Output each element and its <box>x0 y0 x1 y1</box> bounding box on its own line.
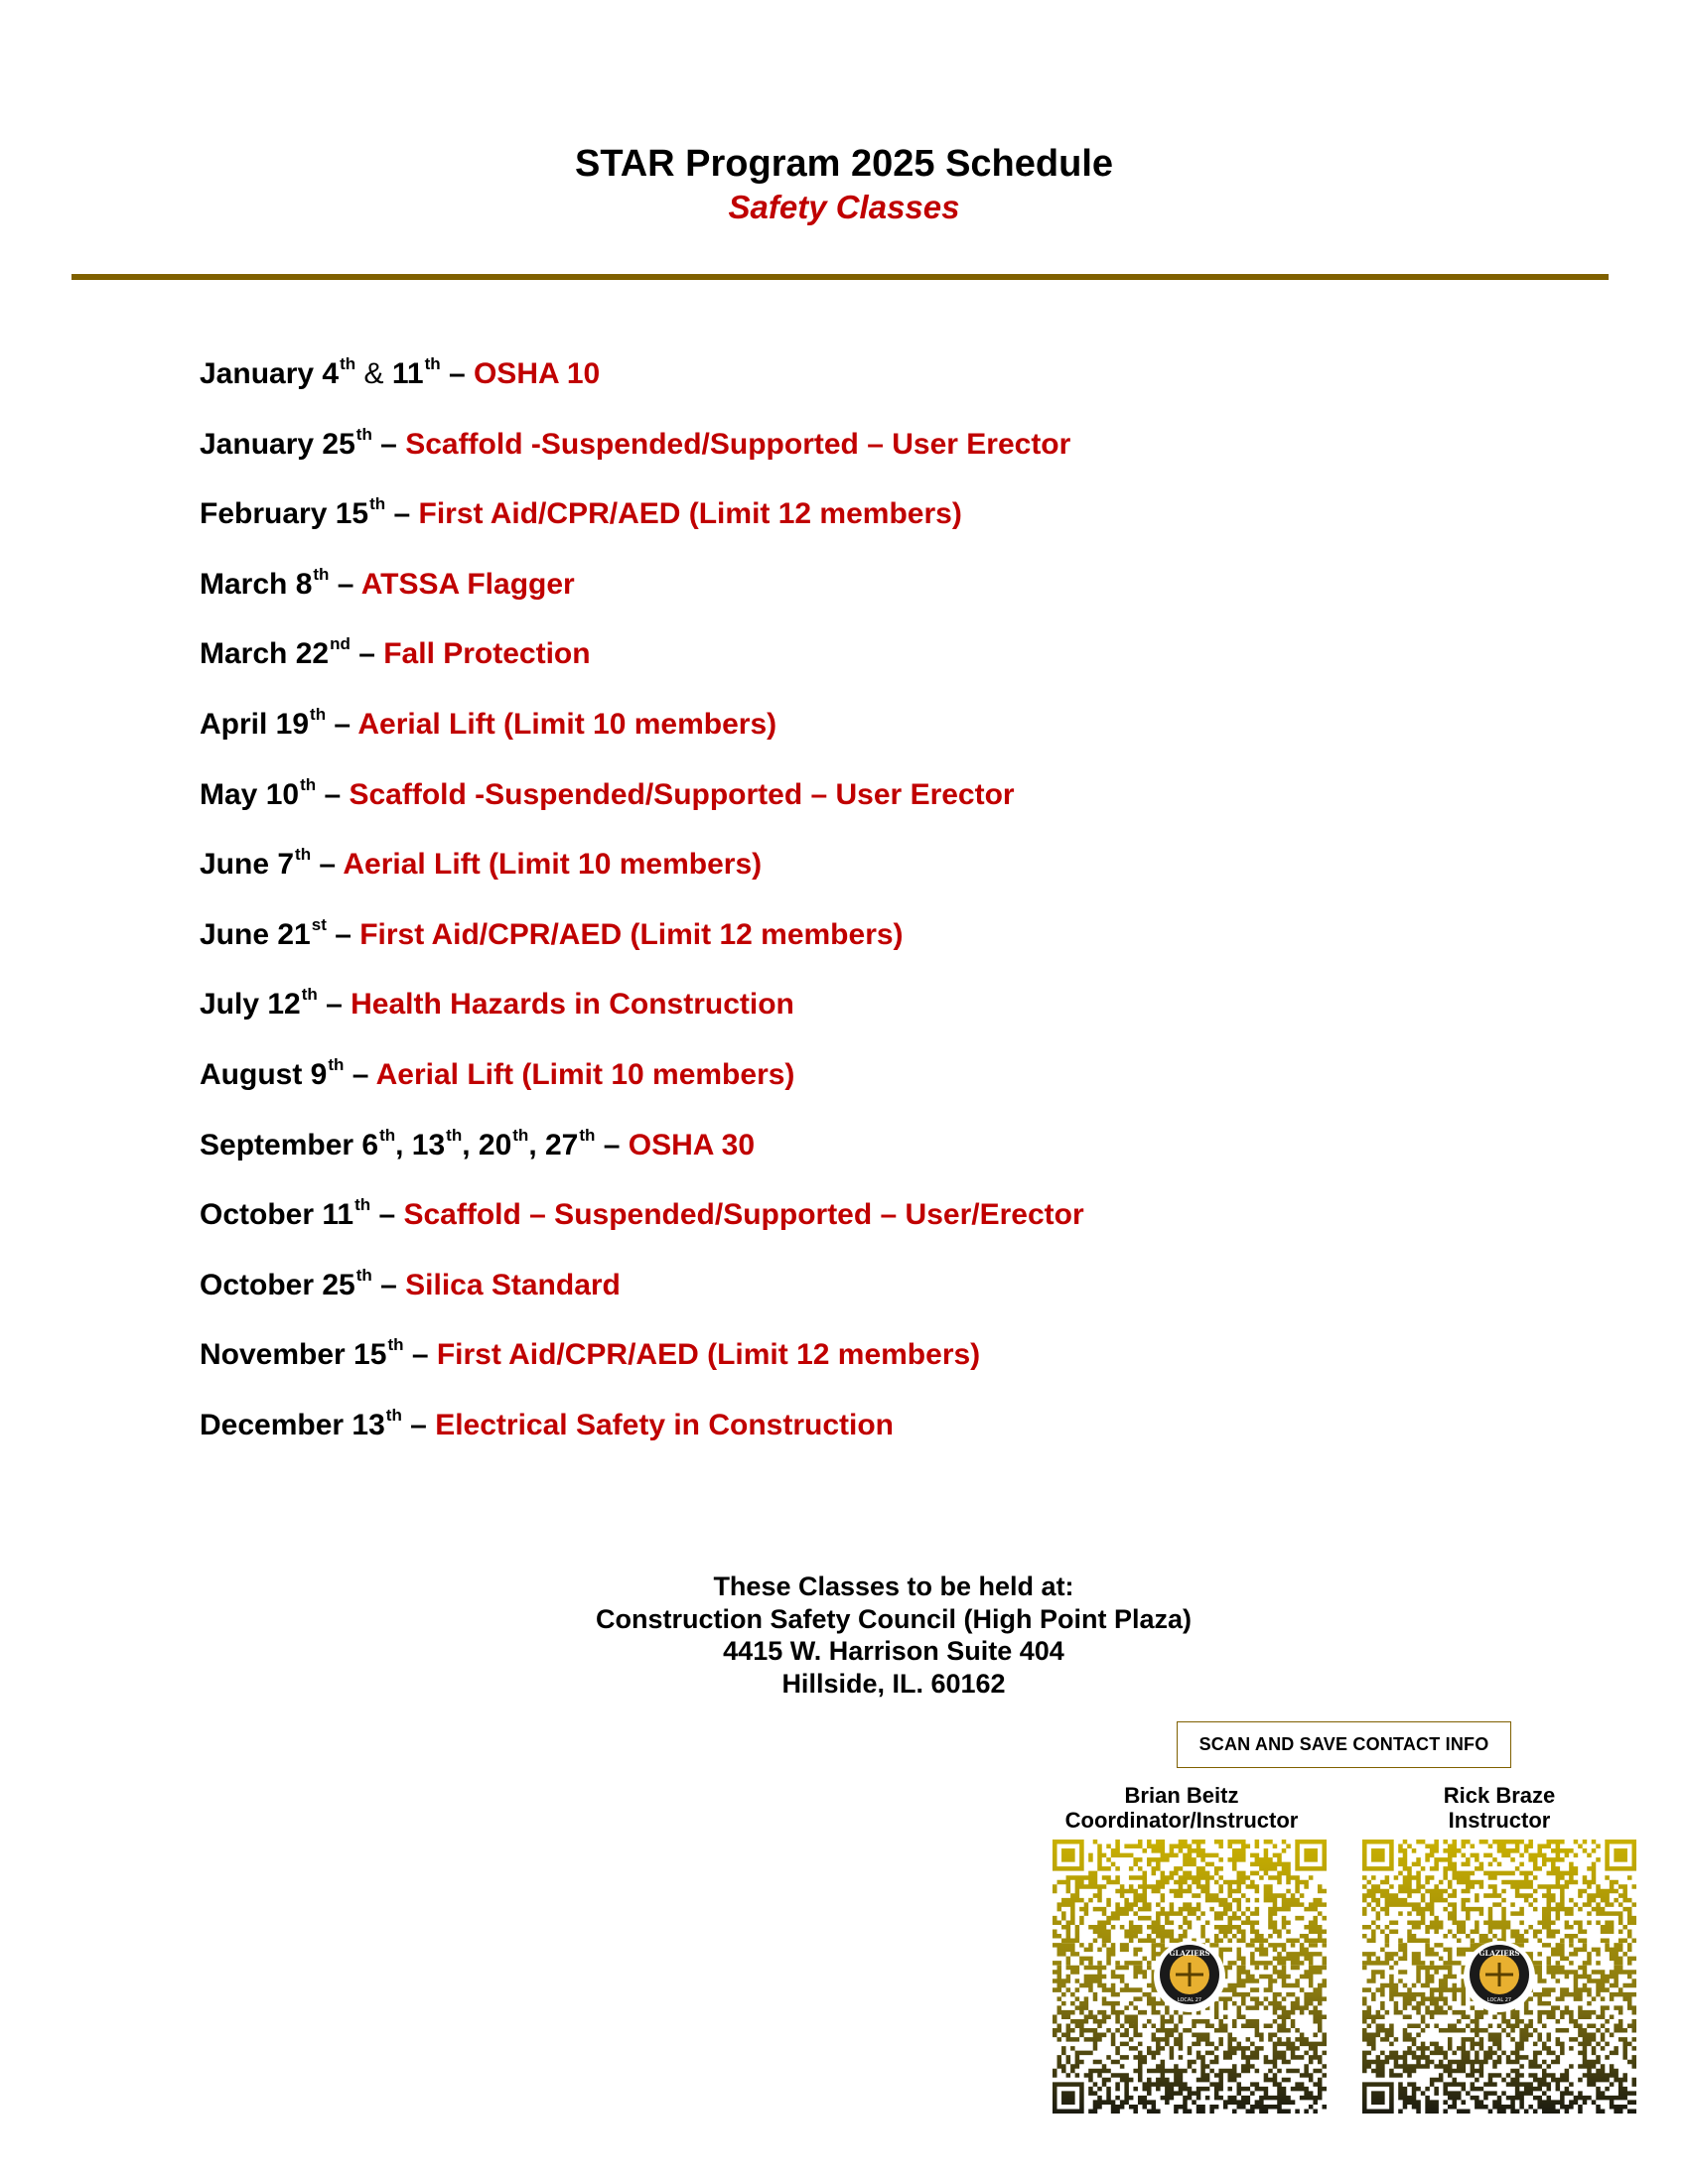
schedule-item <box>200 1123 1490 1193</box>
course-name: Aerial Lift (Limit 10 members) <box>357 707 777 741</box>
course-name: OSHA 30 <box>628 1128 756 1161</box>
date-ordinal-suffix: th <box>355 424 372 444</box>
contact-role: Coordinator/Instructor <box>1064 1808 1299 1833</box>
svg-text:LOCAL 27: LOCAL 27 <box>1486 1997 1512 2003</box>
date-ordinal-suffix: nd <box>330 634 351 654</box>
course-name: Silica Standard <box>405 1268 621 1301</box>
date-text: , 13 <box>395 1128 446 1161</box>
class-date <box>200 774 350 811</box>
contact-brian-beitz <box>1033 1783 1331 1833</box>
date-text: November 15 <box>200 1338 387 1372</box>
date-text: – <box>385 497 419 531</box>
date-text: October 11 <box>200 1198 354 1232</box>
schedule-item <box>200 772 1490 843</box>
schedule-item <box>200 422 1490 492</box>
schedule-item <box>200 1403 1490 1473</box>
class-date <box>200 1195 404 1232</box>
class-date <box>200 564 361 601</box>
contact-name: Rick Braze <box>1443 1783 1556 1808</box>
qr-code-brian-beitz[interactable] <box>1053 1840 1327 2114</box>
schedule-item <box>200 1052 1490 1123</box>
date-text: – <box>371 1268 406 1301</box>
course-name: OSHA 10 <box>473 357 601 390</box>
date-ordinal-suffix: th <box>424 354 441 373</box>
svg-text:GLAZIERS: GLAZIERS <box>1478 1949 1520 1958</box>
contact-name: Brian Beitz <box>1124 1783 1239 1808</box>
date-text: – <box>371 427 406 461</box>
date-text: – <box>317 988 352 1022</box>
schedule-item <box>200 491 1490 562</box>
date-text: , 20 <box>462 1128 512 1161</box>
glaziers-logo-icon <box>1464 1941 1535 2012</box>
schedule-item <box>200 1263 1490 1333</box>
course-name: First Aid/CPR/AED (Limit 12 members) <box>359 917 904 951</box>
date-text: – <box>329 567 361 601</box>
date-ordinal-suffix: th <box>295 845 312 865</box>
date-ordinal-suffix: th <box>369 494 386 514</box>
date-text: – <box>326 917 360 951</box>
date-text: January 4 <box>200 357 340 390</box>
course-name: Scaffold -Suspended/Supported – User Erector <box>349 777 1015 811</box>
date-ordinal-suffix: th <box>379 1125 396 1145</box>
date-ordinal-suffix: th <box>310 704 327 724</box>
date-ordinal-suffix: th <box>313 564 330 584</box>
schedule-item <box>200 842 1490 912</box>
class-date <box>200 914 360 951</box>
date-text: March 22 <box>200 637 330 671</box>
svg-text:GLAZIERS: GLAZIERS <box>1169 1949 1210 1958</box>
date-text: September 6 <box>200 1128 379 1161</box>
date-text: June 21 <box>200 917 311 951</box>
date-ordinal-suffix: th <box>387 1335 404 1355</box>
schedule-item <box>200 912 1490 983</box>
date-text: December 13 <box>200 1408 385 1441</box>
course-name: Fall Protection <box>383 637 591 671</box>
course-name: Scaffold -Suspended/Supported – User Erector <box>405 427 1071 461</box>
class-date <box>200 1405 436 1441</box>
ampersand: & <box>363 357 384 390</box>
course-name: Aerial Lift (Limit 10 members) <box>343 848 763 882</box>
date-ordinal-suffix: th <box>301 985 318 1005</box>
date-ordinal-suffix: th <box>385 1405 402 1425</box>
glaziers-logo-icon <box>1154 1941 1225 2012</box>
date-text: January 25 <box>200 427 355 461</box>
qr-code-rick-braze[interactable] <box>1362 1840 1636 2114</box>
schedule-item <box>200 562 1490 632</box>
date-ordinal-suffix: th <box>355 1265 372 1285</box>
date-text: – <box>344 1057 376 1091</box>
date-text: July 12 <box>200 988 301 1022</box>
course-name: First Aid/CPR/AED (Limit 12 members) <box>418 497 962 531</box>
date-text: – <box>440 357 474 390</box>
contact-role: Instructor <box>1448 1808 1551 1833</box>
location-line: 4415 W. Harrison Suite 404 <box>723 1636 1064 1666</box>
date-ordinal-suffix: th <box>340 354 356 373</box>
class-date <box>200 634 384 671</box>
location-line: Hillside, IL. 60162 <box>781 1668 1006 1699</box>
schedule-item <box>200 702 1490 772</box>
date-text: – <box>595 1128 629 1161</box>
course-name: First Aid/CPR/AED (Limit 12 members) <box>436 1338 981 1372</box>
date-ordinal-suffix: th <box>300 774 317 794</box>
date-text: October 25 <box>200 1268 355 1301</box>
svg-text:LOCAL 27: LOCAL 27 <box>1177 1997 1202 2003</box>
date-ordinal-suffix: th <box>579 1125 596 1145</box>
date-ordinal-suffix: th <box>354 1195 371 1215</box>
page-subtitle: Safety Classes <box>728 189 960 225</box>
header-divider <box>71 274 1609 280</box>
date-text: February 15 <box>200 497 369 531</box>
schedule-item <box>200 631 1490 702</box>
date-ordinal-suffix: th <box>512 1125 529 1145</box>
contact-rick-braze <box>1350 1783 1648 1833</box>
location-line: These Classes to be held at: <box>713 1571 1074 1601</box>
date-text: – <box>403 1338 437 1372</box>
class-date <box>200 845 344 882</box>
location-block <box>0 1570 1688 1700</box>
class-date <box>200 985 352 1022</box>
date-text: – <box>326 707 358 741</box>
scan-contact-label: SCAN AND SAVE CONTACT INFO <box>1177 1721 1511 1768</box>
date-text: – <box>311 848 344 882</box>
location-line: Construction Safety Council (High Point Plaza) <box>595 1603 1193 1634</box>
date-text: , 27 <box>528 1128 579 1161</box>
date-text: – <box>316 777 350 811</box>
class-date <box>200 354 474 390</box>
date-ordinal-suffix: st <box>311 914 327 934</box>
date-text: June 7 <box>200 848 295 882</box>
date-ordinal-suffix: th <box>328 1054 345 1074</box>
class-date <box>200 1125 629 1161</box>
schedule-item <box>200 351 1490 422</box>
course-name: Aerial Lift (Limit 10 members) <box>375 1057 795 1091</box>
date-text: May 10 <box>200 777 300 811</box>
course-name: Electrical Safety in Construction <box>435 1408 894 1441</box>
course-name: Health Hazards in Construction <box>351 988 794 1022</box>
page-title: STAR Program 2025 Schedule <box>574 143 1114 185</box>
date-text: & 11 <box>363 357 424 390</box>
class-date <box>200 1265 406 1301</box>
course-name: ATSSA Flagger <box>360 567 575 601</box>
date-text: – <box>401 1408 436 1441</box>
class-date <box>200 424 406 461</box>
class-date <box>200 1335 437 1372</box>
course-name: Scaffold – Suspended/Supported – User/Erector <box>403 1198 1084 1232</box>
class-schedule-list <box>200 351 1490 1473</box>
date-text: April 19 <box>200 707 310 741</box>
class-date <box>200 704 358 741</box>
date-text: – <box>350 637 384 671</box>
class-date <box>200 494 419 531</box>
date-ordinal-suffix: th <box>446 1125 463 1145</box>
class-date <box>200 1054 376 1091</box>
date-text: March 8 <box>200 567 313 601</box>
schedule-item <box>200 1332 1490 1403</box>
schedule-item <box>200 1192 1490 1263</box>
date-text: – <box>370 1198 404 1232</box>
schedule-item <box>200 982 1490 1052</box>
date-text: August 9 <box>200 1057 328 1091</box>
